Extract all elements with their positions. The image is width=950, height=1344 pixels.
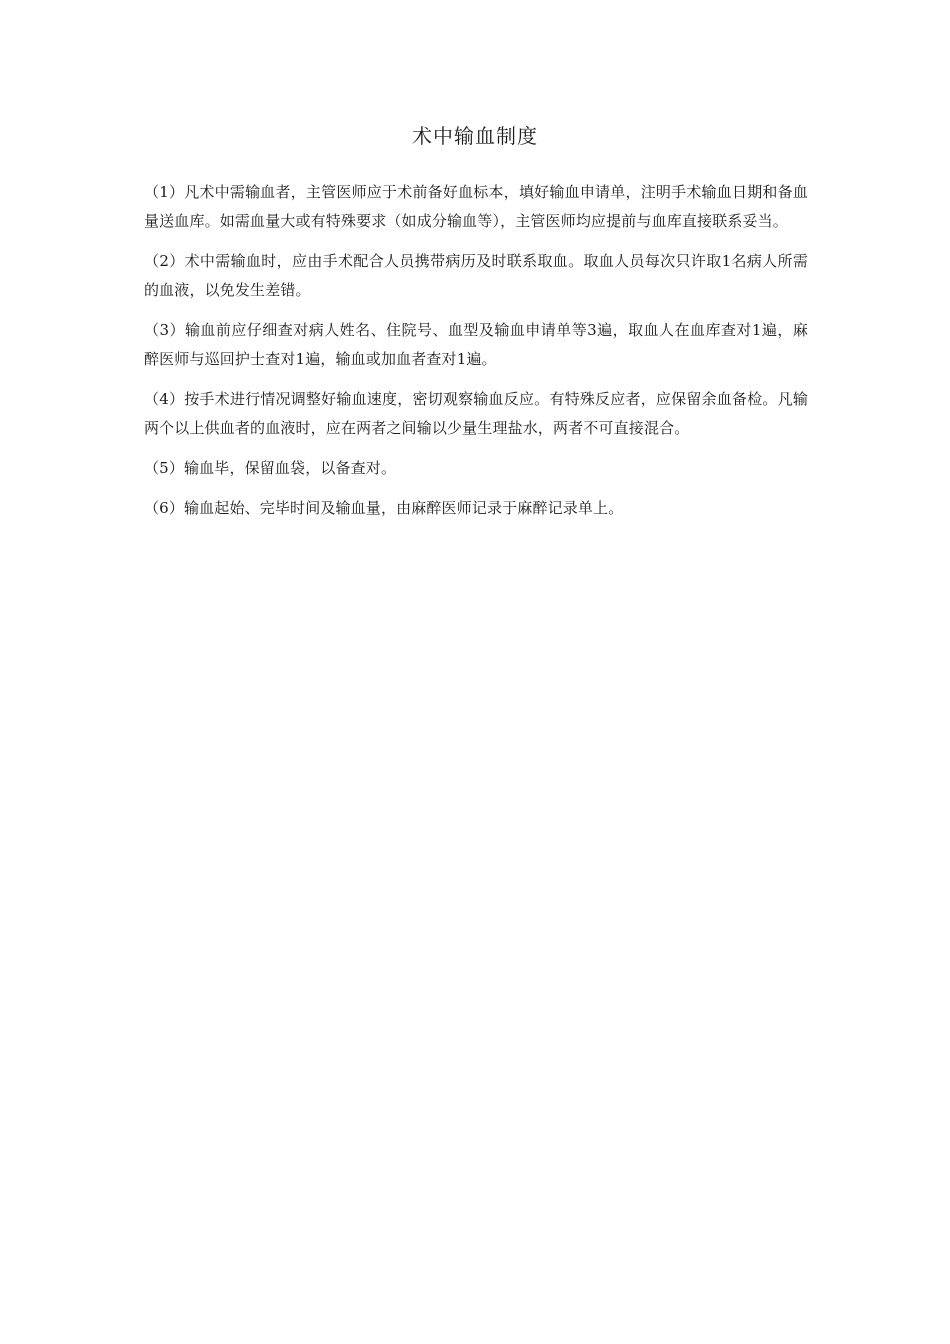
paragraph-text: 输血起始、完毕时间及输血量，由麻醉医师记录于麻醉记录单上。 <box>184 499 624 517</box>
document-body <box>144 178 808 534</box>
document-title: 术中输血制度 <box>412 124 538 148</box>
paragraph-text: 凡术中需输血者，主管医师应于术前备好血标本，填好输血申请单，注明手术输血日期和备血量送血库。如需血量大或有特殊要求（如成分输血等），主管医师均应提前与血库直接联系妥当。 <box>144 183 809 230</box>
paragraph-number: （3） <box>144 321 185 339</box>
paragraph-5 <box>144 454 808 483</box>
paragraph-number: （2） <box>144 252 185 270</box>
paragraph-text: 输血毕，保留血袋，以备查对。 <box>184 459 397 477</box>
paragraph-2 <box>144 247 808 305</box>
paragraph-6 <box>144 494 808 523</box>
paragraph-number: （1） <box>144 183 185 201</box>
paragraph-number: （5） <box>144 459 184 477</box>
paragraph-number: （6） <box>144 499 184 517</box>
paragraph-3 <box>144 316 808 374</box>
paragraph-text: 输血前应仔细查对病人姓名、住院号、血型及输血申请单等3遍，取血人在血库查对1遍，麻醉医师与巡回护士查对1遍，输血或加血者查对1遍。 <box>144 321 808 368</box>
paragraph-number: （4） <box>144 390 185 408</box>
paragraph-text: 按手术进行情况调整好输血速度，密切观察输血反应。有特殊反应者，应保留余血备检。凡输两个以上供血者的血液时，应在两者之间输以少量生理盐水，两者不可直接混合。 <box>144 390 809 437</box>
paragraph-1 <box>144 178 808 236</box>
paragraph-text: 术中需输血时，应由手术配合人员携带病历及时联系取血。取血人员每次只许取1名病人所需的血液，以免发生差错。 <box>144 252 808 299</box>
paragraph-4 <box>144 385 808 443</box>
